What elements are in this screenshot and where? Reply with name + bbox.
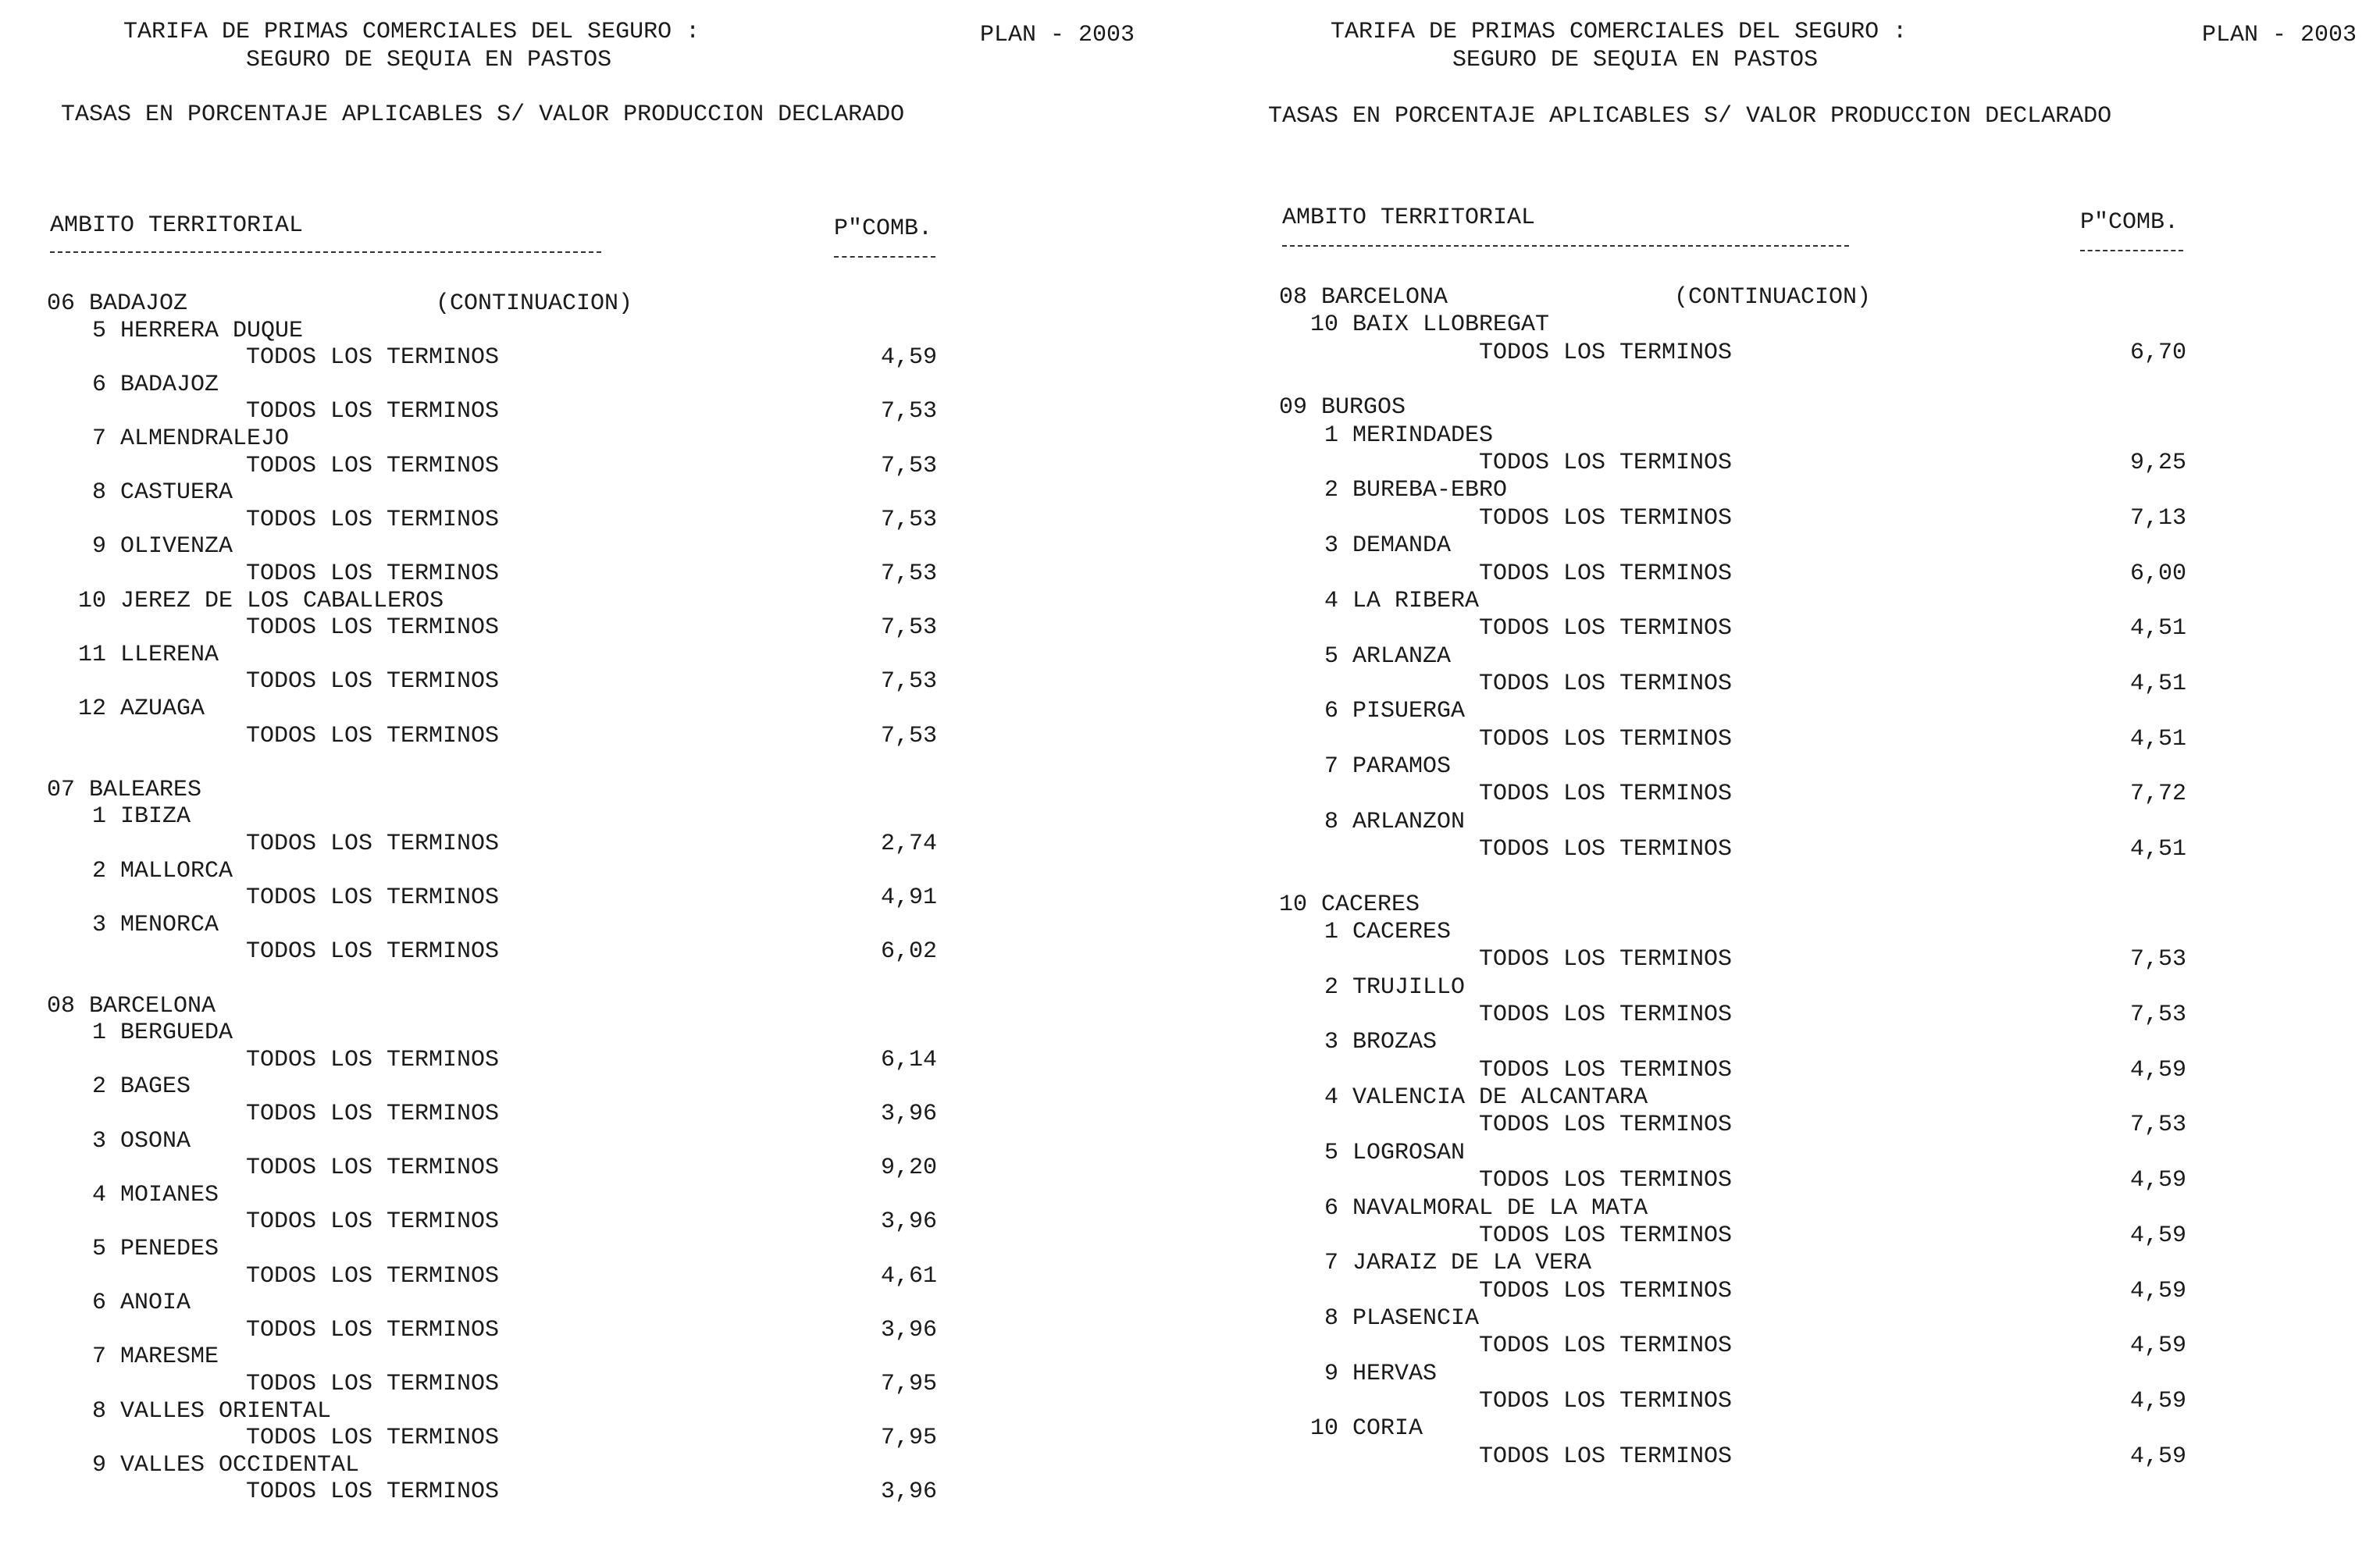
comarca-label: 6 NAVALMORAL DE LA MATA — [1324, 1195, 1648, 1222]
rate-value: 4,59 — [2129, 1278, 2186, 1304]
term-label: TODOS LOS TERMINOS — [1479, 340, 1733, 366]
comarca-label: 9 OLIVENZA — [92, 533, 233, 560]
term-label: TODOS LOS TERMINOS — [246, 398, 500, 425]
rate-value: 7,95 — [880, 1425, 937, 1451]
term-label: TODOS LOS TERMINOS — [246, 1101, 500, 1127]
rate-value: 7,53 — [2129, 1112, 2186, 1138]
term-label: TODOS LOS TERMINOS — [1479, 671, 1733, 697]
rate-value: 7,53 — [880, 507, 937, 533]
title-line-1: TARIFA DE PRIMAS COMERCIALES DEL SEGURO : — [1331, 19, 1908, 45]
rate-value: 4,59 — [2129, 1388, 2186, 1415]
comarca-label: 7 PARAMOS — [1324, 753, 1452, 780]
rate-value: 7,72 — [2129, 781, 2186, 807]
province-heading: 07 BALEARES — [47, 777, 202, 803]
term-label: TODOS LOS TERMINOS — [246, 831, 500, 857]
term-label: TODOS LOS TERMINOS — [246, 1155, 500, 1181]
rate-value: 4,59 — [2129, 1057, 2186, 1084]
term-label: TODOS LOS TERMINOS — [246, 668, 500, 695]
term-label: TODOS LOS TERMINOS — [1479, 560, 1733, 587]
title-line-1: TARIFA DE PRIMAS COMERCIALES DEL SEGURO : — [123, 19, 700, 45]
rate-value: 7,53 — [880, 453, 937, 479]
term-label: TODOS LOS TERMINOS — [246, 884, 500, 911]
rate-value: 6,70 — [2129, 340, 2186, 366]
rate-value: 2,74 — [880, 831, 937, 857]
rate-value: 3,96 — [880, 1479, 937, 1505]
term-label: TODOS LOS TERMINOS — [1479, 1222, 1733, 1249]
rate-value: 7,53 — [880, 668, 937, 695]
term-label: TODOS LOS TERMINOS — [1479, 450, 1733, 476]
comarca-label: 8 CASTUERA — [92, 479, 233, 506]
rate-value: 3,96 — [880, 1101, 937, 1127]
comarca-label: 5 PENEDES — [92, 1236, 219, 1262]
term-label: TODOS LOS TERMINOS — [1479, 946, 1733, 973]
term-label: TODOS LOS TERMINOS — [246, 1479, 500, 1505]
rate-value: 4,59 — [2129, 1167, 2186, 1194]
province-heading: 06 BADAJOZ — [47, 290, 188, 317]
rate-value: 4,51 — [2129, 615, 2186, 642]
rate-value: 4,59 — [2129, 1443, 2186, 1470]
rate-value: 6,14 — [880, 1047, 937, 1073]
province-heading: 08 BARCELONA — [47, 993, 216, 1020]
comarca-label: 1 CACERES — [1324, 919, 1452, 945]
continuation-note: (CONTINUACION) — [1674, 284, 1872, 311]
comarca-label: 8 VALLES ORIENTAL — [92, 1398, 332, 1425]
comarca-label: 3 MENORCA — [92, 912, 219, 938]
term-label: TODOS LOS TERMINOS — [246, 614, 500, 641]
term-label: TODOS LOS TERMINOS — [246, 344, 500, 371]
rate-value: 3,96 — [880, 1208, 937, 1235]
term-label: TODOS LOS TERMINOS — [1479, 1167, 1733, 1194]
comarca-label: 1 IBIZA — [92, 803, 191, 830]
term-label: TODOS LOS TERMINOS — [246, 723, 500, 749]
term-label: TODOS LOS TERMINOS — [246, 453, 500, 479]
comarca-label: 12 AZUAGA — [78, 696, 205, 722]
term-label: TODOS LOS TERMINOS — [1479, 1057, 1733, 1084]
term-label: TODOS LOS TERMINOS — [1479, 1388, 1733, 1415]
comarca-label: 4 MOIANES — [92, 1182, 219, 1208]
rate-value: 7,53 — [880, 398, 937, 425]
comarca-label: 7 ALMENDRALEJO — [92, 425, 290, 452]
document-page-right — [1237, 0, 2380, 1548]
column-header-territory: AMBITO TERRITORIAL — [1282, 205, 1536, 231]
comarca-label: 6 BADAJOZ — [92, 372, 219, 398]
province-heading: 10 CACERES — [1279, 891, 1420, 918]
comarca-label: 11 LLERENA — [78, 642, 219, 668]
rate-value: 4,51 — [2129, 671, 2186, 697]
rate-value: 4,51 — [2129, 836, 2186, 863]
comarca-label: 10 JEREZ DE LOS CABALLEROS — [78, 588, 444, 614]
rate-value: 7,13 — [2129, 505, 2186, 532]
comarca-label: 4 VALENCIA DE ALCANTARA — [1324, 1084, 1648, 1111]
term-label: TODOS LOS TERMINOS — [246, 1371, 500, 1397]
term-label: TODOS LOS TERMINOS — [246, 938, 500, 965]
rate-value: 6,00 — [2129, 560, 2186, 587]
rate-value: 7,53 — [880, 614, 937, 641]
rate-value: 4,59 — [880, 344, 937, 371]
province-heading: 08 BARCELONA — [1279, 284, 1448, 311]
comarca-label: 2 BUREBA-EBRO — [1324, 477, 1508, 504]
comarca-label: 3 OSONA — [92, 1128, 191, 1155]
term-label: TODOS LOS TERMINOS — [1479, 615, 1733, 642]
term-label: TODOS LOS TERMINOS — [1479, 1333, 1733, 1359]
comarca-label: 6 PISUERGA — [1324, 698, 1466, 724]
comarca-label: 5 LOGROSAN — [1324, 1140, 1466, 1166]
rate-value: 7,53 — [2129, 1002, 2186, 1028]
term-label: TODOS LOS TERMINOS — [1479, 1278, 1733, 1304]
rates-note: TASAS EN PORCENTAJE APLICABLES S/ VALOR PRODUCCION DECLARADO — [61, 101, 905, 128]
rate-value: 9,20 — [880, 1155, 937, 1181]
plan-label: PLAN - 2003 — [980, 22, 1135, 48]
column-rule-rate — [2080, 250, 2183, 251]
term-label: TODOS LOS TERMINOS — [246, 1208, 500, 1235]
term-label: TODOS LOS TERMINOS — [246, 1047, 500, 1073]
comarca-label: 1 BERGUEDA — [92, 1020, 233, 1046]
rate-value: 4,51 — [2129, 726, 2186, 753]
column-rule-rate — [834, 256, 935, 258]
rate-value: 4,59 — [2129, 1333, 2186, 1359]
column-rule-territory — [50, 251, 601, 253]
column-header-rate: P"COMB. — [834, 215, 933, 242]
rate-value: 3,96 — [880, 1317, 937, 1343]
comarca-label: 5 HERRERA DUQUE — [92, 318, 304, 344]
rates-note: TASAS EN PORCENTAJE APLICABLES S/ VALOR PRODUCCION DECLARADO — [1268, 103, 2112, 130]
rate-value: 7,53 — [2129, 946, 2186, 973]
rate-value: 4,61 — [880, 1263, 937, 1290]
rate-value: 7,95 — [880, 1371, 937, 1397]
comarca-label: 1 MERINDADES — [1324, 422, 1494, 449]
rate-value: 7,53 — [880, 723, 937, 749]
rate-value: 4,91 — [880, 884, 937, 911]
comarca-label: 5 ARLANZA — [1324, 643, 1452, 670]
term-label: TODOS LOS TERMINOS — [246, 1425, 500, 1451]
term-label: TODOS LOS TERMINOS — [246, 1317, 500, 1343]
comarca-label: 3 BROZAS — [1324, 1029, 1438, 1055]
rate-value: 7,53 — [880, 560, 937, 587]
comarca-label: 7 MARESME — [92, 1343, 219, 1370]
title-line-2: SEGURO DE SEQUIA EN PASTOS — [1452, 47, 1819, 73]
province-heading: 09 BURGOS — [1279, 394, 1406, 421]
term-label: TODOS LOS TERMINOS — [246, 560, 500, 587]
comarca-label: 10 CORIA — [1310, 1415, 1423, 1442]
term-label: TODOS LOS TERMINOS — [1479, 781, 1733, 807]
plan-label: PLAN - 2003 — [2202, 22, 2357, 48]
comarca-label: 9 HERVAS — [1324, 1361, 1438, 1387]
comarca-label: 7 JARAIZ DE LA VERA — [1324, 1250, 1592, 1276]
rate-value: 6,02 — [880, 938, 937, 965]
term-label: TODOS LOS TERMINOS — [1479, 1112, 1733, 1138]
column-header-rate: P"COMB. — [2080, 209, 2179, 236]
comarca-label: 8 ARLANZON — [1324, 809, 1466, 835]
comarca-label: 3 DEMANDA — [1324, 532, 1452, 559]
term-label: TODOS LOS TERMINOS — [1479, 726, 1733, 753]
comarca-label: 4 LA RIBERA — [1324, 588, 1480, 614]
term-label: TODOS LOS TERMINOS — [246, 507, 500, 533]
comarca-label: 2 MALLORCA — [92, 858, 233, 884]
comarca-label: 8 PLASENCIA — [1324, 1305, 1480, 1332]
term-label: TODOS LOS TERMINOS — [1479, 836, 1733, 863]
term-label: TODOS LOS TERMINOS — [1479, 1443, 1733, 1470]
title-line-2: SEGURO DE SEQUIA EN PASTOS — [246, 47, 612, 73]
comarca-label: 10 BAIX LLOBREGAT — [1310, 311, 1550, 338]
comarca-label: 2 TRUJILLO — [1324, 974, 1466, 1001]
term-label: TODOS LOS TERMINOS — [246, 1263, 500, 1290]
term-label: TODOS LOS TERMINOS — [1479, 1002, 1733, 1028]
rate-value: 9,25 — [2129, 450, 2186, 476]
continuation-note: (CONTINUACION) — [436, 290, 633, 317]
column-rule-territory — [1282, 245, 1849, 247]
term-label: TODOS LOS TERMINOS — [1479, 505, 1733, 532]
column-header-territory: AMBITO TERRITORIAL — [50, 212, 304, 239]
comarca-label: 6 ANOIA — [92, 1290, 191, 1316]
rate-value: 4,59 — [2129, 1222, 2186, 1249]
comarca-label: 9 VALLES OCCIDENTAL — [92, 1452, 360, 1479]
comarca-label: 2 BAGES — [92, 1073, 191, 1100]
